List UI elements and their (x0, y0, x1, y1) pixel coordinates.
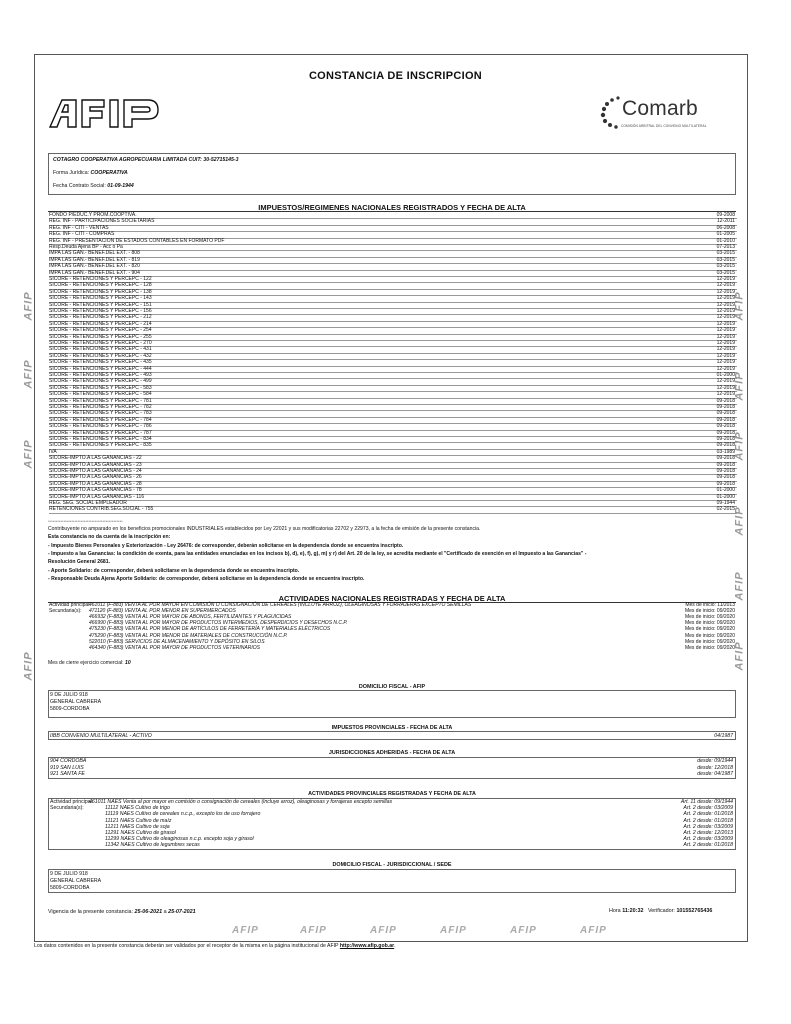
impuesto-name: SICORE-IMPTO.A LAS GANANCIAS - 116 (49, 493, 145, 500)
impuesto-date: 12-2019 (716, 301, 735, 308)
impuesto-date: 01-2000 (716, 372, 735, 378)
comarb-wordmark: Comarb (622, 97, 698, 120)
domicilio-line: 9 DE JULIO 918 (50, 692, 88, 698)
forma-value: COOPERATIVA (90, 170, 128, 176)
act-prov-text: 11291 NAES Cultivo de girasol (105, 830, 176, 836)
impuesto-name: SICORE - RETENCIONES Y PERCEPC - 493 (49, 372, 152, 378)
vigencia-from: 25-06-2021 (134, 909, 163, 915)
impuesto-name: SICORE - RETENCIONES Y PERCEPC - 783 (49, 410, 152, 417)
act-prov-secundarias-label: Secundaria(s): (50, 805, 84, 812)
domicilio-juris-box (48, 869, 736, 893)
impuesto-name: SICORE - RETENCIONES Y PERCEPC - 212 (49, 314, 152, 321)
act-prov-date: Art. 2 desde: 01/2018 (683, 842, 733, 849)
impuesto-date: 09-1944 (716, 500, 735, 506)
act-prov-heading: ACTIVIDADES PROVINCIALES REGISTRADAS Y FECHA DE ALTA (308, 791, 476, 797)
impuesto-name: SICORE - RETENCIONES Y PERCEPC - 122 (49, 276, 152, 282)
actividad-text: 466990 (F-883) VENTA AL POR MAYOR DE PRODUCTOS INTERMEDIOS, DESPERDICIOS Y DESECHOS N.C.P. (89, 620, 348, 627)
afip-watermark: AFIP (22, 359, 35, 389)
impuesto-date: 09-2018 (716, 474, 735, 481)
impuesto-name: SICORE - RETENCIONES Y PERCEPC - 584 (49, 391, 152, 398)
document-title: CONSTANCIA DE INSCRIPCION (308, 70, 483, 82)
afip-watermark: AFIP (510, 925, 537, 936)
impuesto-date: 12-2019 (716, 359, 735, 366)
impuesto-date: 09-2018 (716, 416, 735, 423)
act-prov-text: 11119 NAES Cultivo de cereales n.c.p., excepto los de uso forrajero (105, 811, 261, 818)
impuesto-name: SICORE - RETENCIONES Y PERCEPC - 499 (49, 378, 152, 385)
impuesto-date: 01-2010 (716, 237, 735, 244)
domicilio-line: GENERAL CABRERA (50, 699, 102, 705)
impuesto-date: 01-2000 (716, 487, 735, 494)
actividades-heading: ACTIVIDADES NACIONALES REGISTRADAS Y FECHA DE ALTA (278, 594, 506, 603)
actividad-date: Mes de inicio: 09/2020 (684, 614, 735, 621)
impuesto-name: SICORE - RETENCIONES Y PERCEPC - 431 (49, 346, 152, 353)
afip-watermark: AFIP (580, 925, 607, 936)
afip-link[interactable]: http://www.afip.gob.ar (339, 943, 395, 949)
impuesto-name: SICORE - RETENCIONES Y PERCEPC - 782 (49, 404, 152, 410)
vigencia-to: 25-07-2021 (168, 909, 196, 915)
footer-end: . (394, 943, 396, 949)
impuesto-date: 12-2019 (716, 384, 735, 391)
impuesto-name: SICORE-IMPTO.A LAS GANANCIAS - 23 (49, 461, 142, 468)
vigencia-sep: a (163, 909, 167, 915)
impuesto-name: SICORE - RETENCIONES Y PERCEPC - 583 (49, 384, 152, 391)
afip-watermark: AFIP (300, 925, 327, 936)
impuesto-date: 01-2005 (716, 231, 735, 238)
act-prov-date: Art. 2 desde: 03/2009 (683, 823, 733, 830)
jurisdiccion-date: desde: 09/1944 (697, 758, 733, 764)
hora-label: Hora (609, 908, 621, 914)
actividad-date: Mes de inicio: 09/2020 (684, 632, 735, 639)
notes-line4: - Responsable Deuda Ajena Aporte Solidario: de corresponder, deberá solicitarse en la dependencia donde se encuentra inscripto. (48, 576, 365, 582)
impuesto-name: SICORE - RETENCIONES Y PERCEPC - 138 (49, 288, 152, 295)
act-prov-text: 11342 NAES Cultivo de legumbres secas (105, 842, 200, 849)
impuesto-row (49, 507, 737, 513)
impuesto-name: SICORE-IMPTO.A LAS GANANCIAS - 22 (49, 455, 142, 462)
afip-watermark: AFIP (733, 431, 746, 461)
impuesto-date: 09-2018 (716, 404, 735, 410)
impuesto-date: 01-2000 (716, 493, 735, 500)
actividad-date: Mes de inicio: 09/2020 (684, 644, 735, 651)
separator-line: ************************************************ (48, 519, 123, 524)
vigencia-label: Vigencia de la presente constancia: (48, 909, 134, 915)
afip-watermark: AFIP (22, 439, 35, 469)
impuesto-name: SICORE - RETENCIONES Y PERCEPC - 156 (49, 308, 152, 314)
impuesto-name: SICORE - RETENCIONES Y PERCEPC - 784 (49, 416, 152, 423)
impuesto-name: SICORE - RETENCIONES Y PERCEPC - 128 (49, 282, 152, 289)
impuesto-name: SICORE - RETENCIONES Y PERCEPC - 834 (49, 436, 152, 442)
impuesto-date: 12-2019 (716, 288, 735, 295)
impuesto-name: SICORE - RETENCIONES Y PERCEPC - 786 (49, 423, 152, 430)
impuesto-date: 03-2015 (716, 263, 735, 270)
impuesto-name: SICORE-IMPTO.A LAS GANANCIAS - 24 (49, 468, 142, 474)
impuesto-date: 03-2015 (716, 250, 735, 257)
impuesto-date: 09-2018 (716, 410, 735, 417)
domicilio-line: 5809-CORDOBA (50, 706, 90, 712)
actividad-row (49, 646, 737, 652)
footer-text: Los datos contenidos en la presente constancia deberán ser validados por el receptor de la misma en la página institucional de AFIP (34, 943, 339, 949)
afip-watermark: AFIP (733, 291, 746, 321)
impuesto-name: SICORE - RETENCIONES Y PERCEPC - 781 (49, 397, 152, 404)
imp-prov-box (48, 731, 736, 740)
impuesto-name: Resp.Deuda Ajena BP - Acc o Pa (49, 244, 123, 250)
impuesto-name: SICORE-IMPTO.A LAS GANANCIAS - 78 (49, 487, 142, 494)
act-prov-date: Art. 2 desde: 12/2013 (683, 830, 733, 836)
act-prov-box (48, 798, 736, 850)
contributor-name: COTAGRO COOPERATIVA AGROPECUARIA LIMITADA CUIT: 30-52715145-3 (53, 157, 239, 163)
act-prov-text: 11299 NAES Cultivo de oleaginosas n.c.p. excepto soja y girasol (105, 836, 254, 843)
cierre-label: Mes de cierre ejercicio comercial: (48, 660, 124, 666)
jurisdicciones-box (48, 757, 736, 779)
notes-line2: - Impuesto a las Ganancias: la condición de exenta, para las entidades enunciadas en los incisos b), d), e), f), g), m) y r) del Art. 20 de la ley, se acredita mediante el "Certificado de exención en el Impuesto a las Ganancias" - (48, 551, 587, 557)
impuesto-date: 09-2018 (716, 455, 735, 462)
impuesto-date: 12-2019 (716, 340, 735, 346)
impuesto-name: SICORE - RETENCIONES Y PERCEPC - 787 (49, 429, 152, 436)
impuesto-date: 09-2018 (716, 468, 735, 474)
afip-watermark: AFIP (733, 571, 746, 601)
impuesto-date: 09-2008 (716, 212, 735, 218)
act-prov-date: Art. 2 desde: 03/2009 (683, 836, 733, 843)
comarb-subtitle: COMISIÓN ARBITRAL DEL CONVENIO MULTILATERAL (621, 124, 707, 128)
impuesto-date: 09-2018 (716, 429, 735, 436)
jurisdiccion-name: 921 SANTA FE (50, 771, 85, 777)
vigencia-line (48, 909, 196, 915)
fecha-contrato (53, 184, 134, 189)
impuesto-name: REG. INF - PARTICIPACIONES SOCIETARIAS (49, 218, 155, 225)
act-prov-text: 11112 NAES Cultivo de trigo (105, 805, 170, 812)
impuesto-name: SICORE - RETENCIONES Y PERCEPC - 255 (49, 333, 152, 340)
cierre-value: 10 (125, 660, 131, 666)
domicilio-juris-heading: DOMICILIO FISCAL - JURISDICCIONAL / SEDE (332, 862, 452, 868)
notes-line1: - Impuesto Bienes Personales y Exteriorización - Ley 26476: de corresponder, deberán solicitarse en la dependencia donde se encuentra inscripto. (48, 543, 404, 549)
impuesto-name: FONDO P/EDUC.Y PROM.COOPTIVA. (49, 212, 137, 218)
imp-prov-date: 04/1987 (714, 732, 733, 739)
act-prov-date: Art. 2 desde: 03/2009 (683, 805, 733, 812)
impuesto-date: 03-2015 (716, 269, 735, 276)
actividad-date: Mes de inicio: 11/2013 (685, 602, 735, 608)
impuesto-name: IMPA LAS GAN.- BENEF.DEL EXT. - 820 (49, 263, 140, 270)
impuesto-date: 12-2019 (716, 308, 735, 314)
afip-watermark: AFIP (733, 506, 746, 536)
impuesto-date: 12-2019 (716, 378, 735, 385)
imp-prov-name: IIBB CONVENIO MULTILATERAL - ACTIVO (50, 732, 152, 739)
impuesto-name: SICORE - RETENCIONES Y PERCEPC - 254 (49, 327, 152, 334)
impuesto-name: SICORE - RETENCIONES Y PERCEPC - 270 (49, 340, 152, 346)
impuesto-name: REG. INF - CITI - COMPRAS (49, 231, 115, 238)
impuesto-name: SICORE - RETENCIONES Y PERCEPC - 143 (49, 295, 152, 302)
actividad-date: Mes de inicio: 09/2020 (684, 608, 735, 615)
jurisdicciones-heading: JURISDICCIONES ADHERIDAS - FECHA DE ALTA (328, 750, 456, 756)
actividad-date: Mes de inicio: 09/2020 (684, 638, 735, 645)
act-prov-principal-label: Actividad principal: (50, 799, 94, 805)
verificador-label: Verificador: (647, 908, 675, 914)
imp-prov-heading: IMPUESTOS PROVINCIALES - FECHA DE ALTA (331, 725, 453, 731)
impuestos-rule (48, 211, 736, 212)
afip-watermark: AFIP (22, 651, 35, 681)
notes-line2b: Resolución General 2681. (48, 559, 111, 565)
domicilio-fiscal-heading: DOMICILIO FISCAL - AFIP (358, 684, 426, 690)
afip-watermark: AFIP (733, 371, 746, 401)
impuesto-date: 12-2019 (716, 391, 735, 398)
actividad-secundarias-label: Secundaria(s): (49, 608, 82, 615)
notes-line3: - Aporte Solidario: de corresponder, deberá solicitarse en la dependencia donde se encuentra inscripto. (48, 568, 300, 574)
domicilio-juris-line: 9 DE JULIO 918 (50, 871, 88, 877)
impuesto-date: 12-2019 (716, 276, 735, 282)
act-prov-date: Art. 2 desde: 01/2018 (683, 811, 733, 818)
fecha-value: 01-09-1944 (107, 183, 134, 189)
impuesto-date: 03-1989 (716, 448, 735, 455)
impuesto-name: SICORE - RETENCIONES Y PERCEPC - 214 (49, 320, 152, 327)
actividad-text: 475290 (F-883) VENTA AL POR MENOR DE MATERIALES DE CONSTRUCCIÓN N.C.P. (89, 632, 288, 639)
impuesto-name: SICORE - RETENCIONES Y PERCEPC - 444 (49, 365, 152, 372)
forma-label: Forma Jurídica: (53, 170, 90, 176)
domicilio-fiscal-box (48, 690, 736, 718)
impuestos-heading: IMPUESTOS/REGIMENES NACIONALES REGISTRADOS Y FECHA DE ALTA (258, 203, 526, 212)
actividad-principal-label: Actividad principal: (49, 602, 91, 608)
comarb-logo (596, 95, 707, 134)
act-prov-date: Art. 11 desde: 09/1944 (680, 799, 733, 805)
forma-juridica (53, 171, 128, 176)
impuesto-date: 12-2019 (716, 333, 735, 340)
impuesto-date: 09-2018 (716, 436, 735, 442)
footer-note (34, 943, 396, 949)
impuesto-date: 12-2019 (716, 314, 735, 321)
impuesto-name: SICORE - RETENCIONES Y PERCEPC - 432 (49, 352, 152, 359)
actividad-date: Mes de inicio: 09/2020 (684, 626, 735, 633)
domicilio-juris-line: GENERAL CABRERA (50, 878, 102, 884)
impuesto-date: 09-2018 (716, 423, 735, 430)
impuesto-date: 12-2019 (716, 295, 735, 302)
impuesto-name: SICORE - RETENCIONES Y PERCEPC - 435 (49, 359, 152, 366)
impuesto-name: SICORE - RETENCIONES Y PERCEPC - 151 (49, 301, 152, 308)
afip-logo (48, 97, 170, 134)
afip-watermark: AFIP (733, 641, 746, 671)
actividad-text: 475230 (F-883) VENTA AL POR MENOR DE ARTÍCULOS DE FERRETERÍA Y MATERIALES ELÉCTRICOS (89, 626, 331, 633)
impuesto-date: 12-2019 (716, 327, 735, 334)
actividad-text: 466932 (F-883) VENTA AL POR MAYOR DE ABONOS, FERTILIZANTES Y PLAGUICIDAS (89, 614, 292, 621)
actividad-date: Mes de inicio: 09/2020 (684, 620, 735, 627)
impuesto-name: IMPA LAS GAN.- BENEF.DEL EXT. - 819 (49, 256, 140, 263)
impuesto-date: 09-2018 (716, 461, 735, 468)
impuesto-name: SICORE-IMPTO.A LAS GANANCIAS - 26 (49, 474, 142, 481)
impuesto-name: SICORE-IMPTO.A LAS GANANCIAS - 28 (49, 480, 142, 487)
impuesto-date: 02-2015 (716, 506, 735, 513)
impuesto-name: RETENCIONES CONTRIB.SEG.SOCIAL - 755 (49, 506, 154, 513)
comarb-mark-icon (596, 95, 622, 129)
impuesto-name: SICORE - RETENCIONES Y PERCEPC - 835 (49, 442, 152, 449)
impuesto-date: 12-2019 (716, 346, 735, 353)
impuesto-date: 12-2019 (716, 352, 735, 359)
actividad-text: 522010 (F-883) SERVICIOS DE ALMACENAMIENTO Y DEPÓSITO EN SILOS (89, 638, 265, 645)
afip-watermark: AFIP (22, 291, 35, 321)
impuesto-date: 12-2019 (716, 282, 735, 289)
impuesto-name: REG. SEG. SOCIAL EMPLEADOR (49, 500, 127, 506)
verificador-value: 101552765436 (676, 908, 713, 914)
impuesto-date: 12-2019 (716, 365, 735, 372)
jurisdiccion-name: 919 SAN LUIS (50, 764, 84, 771)
impuesto-date: 12-2011 (717, 218, 735, 225)
impuesto-name: REG. INF - CITI - VENTAS (49, 224, 109, 231)
impuesto-name: IMPA LAS GAN.- BENEF.DEL EXT. - 904 (49, 269, 140, 276)
hora-verificador (609, 909, 712, 914)
impuesto-date: 03-2015 (716, 256, 735, 263)
afip-watermark: AFIP (440, 925, 467, 936)
impuesto-date: 09-2018 (716, 397, 735, 404)
act-prov-date: Art. 2 desde: 01/2018 (683, 817, 733, 824)
act-prov-text: 11121 NAES Cultivo de maíz (105, 817, 172, 824)
jurisdiccion-date: desde: 12/2018 (697, 764, 733, 771)
afip-watermark: AFIP (370, 925, 397, 936)
impuesto-date: 06-2008 (716, 224, 735, 231)
contributor-box (48, 153, 736, 195)
impuesto-name: IMPA LAS GAN.- BENEF.DEL EXT. - 808 (49, 250, 140, 257)
impuesto-date: 12-2019 (716, 320, 735, 327)
impuesto-date: 07-2013 (716, 244, 735, 250)
act-prov-text: 461011 NAES Venta al por mayor en comisión o consignación de cereales (incluye arroz), oleaginosas y forrajeras excepto semillas (89, 799, 393, 805)
actividad-text: 461011 (F-883) VENTA AL POR MAYOR EN COMISIÓN O CONSIGNACIÓN DE CEREALES (INCLUYE ARROZ), OLEAGINOSAS Y FORRAJERAS EXCEPTO SEMILLAS (89, 602, 472, 608)
actividad-text: 464340 (F-883) VENTA AL POR MAYOR DE PRODUCTOS VETERINARIOS (89, 644, 260, 651)
impuesto-name: IVA (49, 448, 57, 455)
jurisdiccion-date: desde: 04/1987 (697, 771, 733, 777)
domicilio-juris-line: 5809-CORDOBA (50, 885, 90, 891)
notes-intro: Esta constancia no da cuenta de la inscripción en: (48, 534, 171, 540)
act-prov-text: 11211 NAES Cultivo de soja (105, 823, 170, 830)
hora-value: 11:20:32 (622, 908, 644, 914)
actividad-text: 471120 (F-883) VENTA AL POR MENOR EN SUPERMERCADOS (89, 608, 236, 615)
afip-watermark: AFIP (232, 925, 259, 936)
fecha-label: Fecha Contrato Social: (53, 183, 106, 189)
jurisdiccion-name: 904 CORDOBA (50, 758, 87, 764)
promo-note: Contribuyente no amparado en los beneficios promocionales INDUSTRIALES establecidos por Ley 22021 y sus modificatorias 22702 y 22973, a la fecha de emisión de la presente constancia. (48, 526, 481, 532)
impuesto-date: 09-2018 (716, 480, 735, 487)
impuesto-name: REG. INF - PRESENTACION DE ESTADOS CONTABLES EN FORMATO PDF (49, 237, 225, 244)
impuesto-date: 09-2018 (716, 442, 735, 449)
cierre-line (48, 660, 131, 666)
